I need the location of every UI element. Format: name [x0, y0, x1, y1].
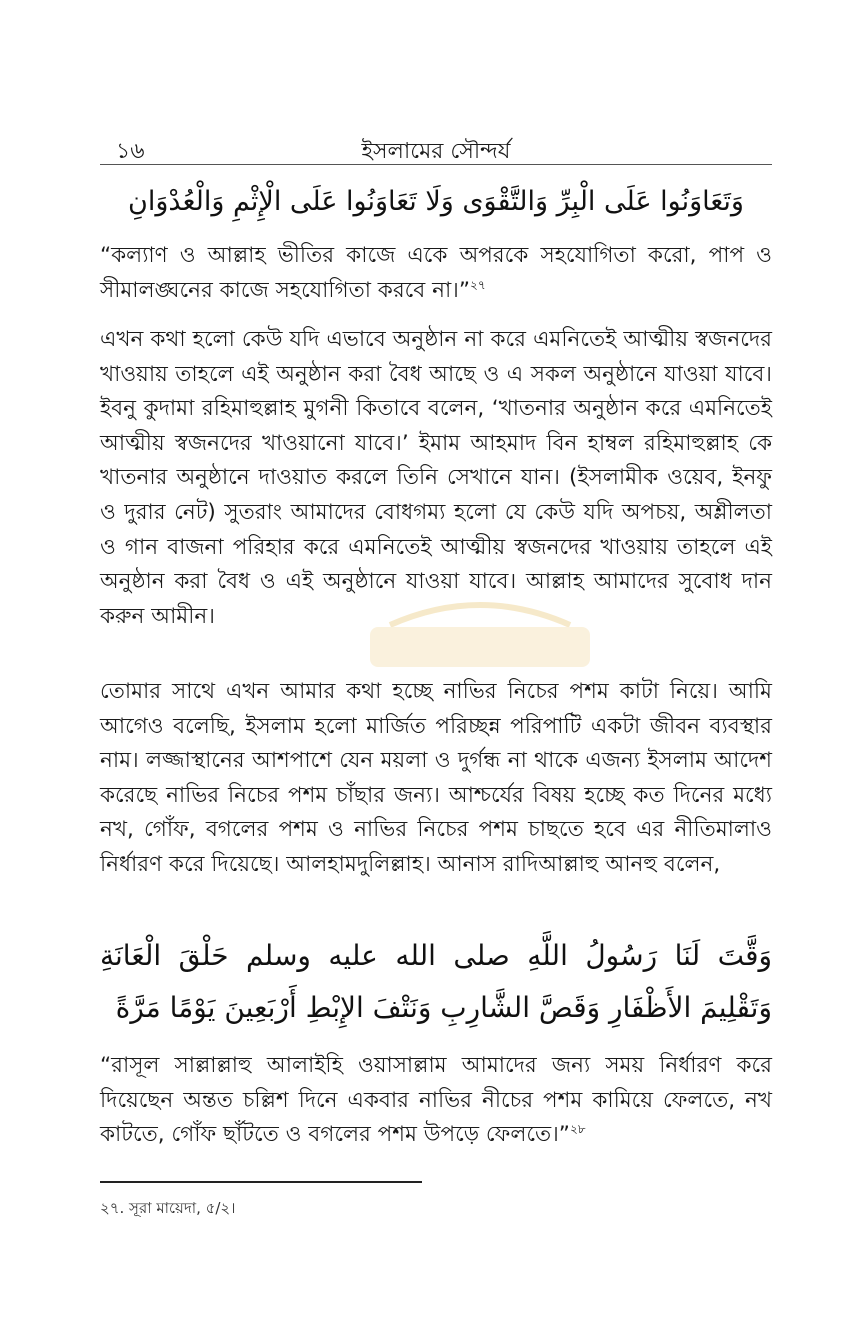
- footnote-ref-28[interactable]: ২৮: [569, 1122, 586, 1137]
- footnote-divider: [100, 1181, 422, 1183]
- hadith-translation-text: “রাসূল সাল্লাল্লাহু আলাইহি ওয়াসাল্লাম আমাদের জন্য সময় নির্ধারণ করে দিয়েছেন অন্তত চল্লিশ দিনে একবার নাভির নীচের পশম কামিয়ে ফেলতে, নখ কাটতে, গোঁফ ছাঁটতে ও বগলের পশম উপড়ে ফেলতে।”: [100, 1053, 772, 1148]
- verse-translation: [100, 239, 772, 308]
- page-number: ১৬: [116, 139, 145, 164]
- footnote-ref-27[interactable]: ২৭: [470, 277, 486, 292]
- footnote-27: ২৭. সূরা মায়েদা, ৫/২।: [100, 1199, 236, 1217]
- hadith-arabic: وَقَّتَ لَنَا رَسُولُ اللَّهِ صلى الله عليه وسلم حَلْقَ الْعَانَةِ وَتَقْلِيمَ الأَظْفَارِ وَقَصَّ الشَّارِبِ وَنَتْفَ الإِبْطِ أَرْبَعِينَ يَوْمًا مَرَّةً: [100, 939, 772, 1024]
- page-header: [100, 128, 772, 165]
- running-title: ইসলামের সৌন্দর্য: [361, 139, 511, 164]
- hadith-translation: [100, 1049, 772, 1153]
- paragraph-hygiene: তোমার সাথে এখন আমার কথা হচ্ছে নাভির নিচের পশম কাটা নিয়ে। আমি আগেও বলেছি, ইসলাম হলো মার্জিত পরিচ্ছন্ন পরিপাটি একটা জীবন ব্যবস্থার নাম। লজ্জাস্থানের আশপাশে যেন ময়লা ও দুর্গন্ধ না থাকে এজন্য ইসলাম আদেশ করেছে নাভির নিচের পশম চাঁছার জন্য। আশ্চর্যের বিষয় হচ্ছে কত দিনের মধ্যে নখ, গোঁফ, বগলের পশম ও নাভির নিচের পশম চাছতে হবে এর নীতিমালাও নির্ধারণ করে দিয়েছে। আলহামদুলিল্লাহ। আনাস রাদিআল্লাহু আনহু বলেন,: [100, 679, 772, 877]
- quran-verse-arabic: وَتَعَاوَنُوا عَلَى الْبِرِّ وَالتَّقْوَى وَلَا تَعَاوَنُوا عَلَى الْإِثْمِ وَالْعُدْوَانِ: [128, 186, 744, 217]
- verse-translation-text: “কল্যাণ ও আল্লাহ ভীতির কাজে একে অপরকে সহযোগিতা করো, পাপ ও সীমালঙ্ঘনের কাজে সহযোগিতা করবে না।”: [100, 243, 772, 303]
- paragraph-walima-ruling: এখন কথা হলো কেউ যদি এভাবে অনুষ্ঠান না করে এমনিতেই আত্মীয় স্বজনদের খাওয়ায় তাহলে এই অনুষ্ঠান করা বৈধ আছে ও এ সকল অনুষ্ঠানে যাওয়া যাবে। ইবনু কুদামা রহিমাহুল্লাহ মুগনী কিতাবে বলেন, ‘খাতনার অনুষ্ঠান করে এমনিতেই আত্মীয় স্বজনদের খাওয়ানো যাবে।’ ইমাম আহমাদ বিন হাম্বল রহিমাহুল্লাহ কে খাতনার অনুষ্ঠানে দাওয়াত করলে তিনি সেখানে যান। (ইসলামীক ওয়েব, ইনফু ও দুরার নেট) সুতরাং আমাদের বোধগম্য হলো যে কেউ যদি অপচয়, অশ্লীলতা ও গান বাজনা পরিহার করে এমনিতেই আত্মীয় স্বজনদের খাওয়ায় তাহলে এই অনুষ্ঠান করা বৈধ ও এই অনুষ্ঠানে যাওয়া যাবে। আল্লাহ আমাদের সুবোধ দান করুন আমীন।: [100, 327, 772, 629]
